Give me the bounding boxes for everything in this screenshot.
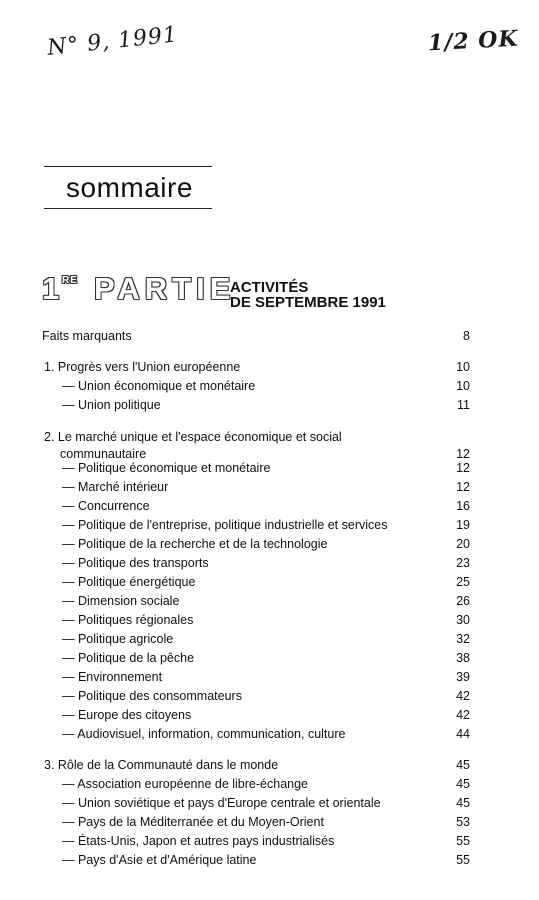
toc-entry-title: — Politique économique et monétaire [62,461,271,475]
toc-entry-title: — Politique énergétique [62,575,196,589]
page-title: sommaire [66,172,193,203]
toc-entry-title: — Concurrence [62,499,150,513]
toc-entry [42,688,470,705]
part-subtitle [230,280,386,310]
toc-entry [42,555,470,572]
toc-entry-page: 19 [456,518,470,532]
toc-entry-page: 12 [456,447,470,461]
toc-entry [42,795,470,812]
toc-entry-page: 8 [463,329,470,343]
toc-entry [42,833,470,850]
toc-entry [42,707,470,724]
toc-entry-page: 38 [456,651,470,665]
part-number-suffix: RE [62,275,78,286]
toc-entry-page: 25 [456,575,470,589]
toc-entry [42,612,470,629]
toc-entry-page: 53 [456,815,470,829]
toc-entry-title: Faits marquants [42,329,132,343]
toc-entry [42,397,470,414]
toc-entry-title: — Politique des transports [62,556,209,570]
toc-entry [42,460,470,477]
toc-entry-title: — Union politique [62,398,161,412]
heading-rule-bottom [44,208,212,209]
toc-entry-title: — Union économique et monétaire [62,379,256,393]
toc-entry-page: 55 [456,853,470,867]
toc-entry-page: 45 [456,777,470,791]
toc-entry [42,574,470,591]
toc-entry-title: 2. Le marché unique et l'espace économique et social communautaire [44,430,342,461]
toc-entry-page: 12 [456,461,470,475]
toc-entry-page: 45 [456,758,470,772]
toc-entry-page: 16 [456,499,470,513]
toc-entry-page: 42 [456,689,470,703]
handwritten-page-note: 1/2 OK [427,25,520,57]
toc-entry-page: 20 [456,537,470,551]
toc-entry [42,328,470,345]
handwritten-issue-note: N° 9, 1991 [46,22,180,61]
toc-entry-page: 32 [456,632,470,646]
toc-entry [42,359,470,376]
part-word: PARTIE [94,271,236,306]
toc-entry [42,726,470,743]
toc-entry-page: 44 [456,727,470,741]
toc-entry [42,852,470,869]
toc-entry-page: 45 [456,796,470,810]
toc-entry [42,814,470,831]
toc-entry [42,650,470,667]
part-subtitle-line1: ACTIVITÉS [230,279,309,296]
toc-entry-page: 10 [456,379,470,393]
toc-entry-title: — Pays d'Asie et d'Amérique latine [62,853,257,867]
toc-entry-page: 11 [457,398,470,412]
toc-entry-title: 1. Progrès vers l'Union européenne [44,360,241,374]
toc-entry-title: — Europe des citoyens [62,708,192,722]
toc-entry [42,536,470,553]
toc-entry-page: 23 [456,556,470,570]
part-subtitle-line2: DE SEPTEMBRE 1991 [230,294,386,311]
toc-entry-title: — Politiques régionales [62,613,194,627]
toc-entry [42,479,470,496]
toc-entry-page: 30 [456,613,470,627]
toc-entry [42,593,470,610]
toc-entry [42,429,470,463]
toc-entry-title: — Dimension sociale [62,594,180,608]
part-number: 1 [42,271,60,306]
toc-entry-page: 26 [456,594,470,608]
toc-entry [42,498,470,515]
toc-entry-page: 10 [456,360,470,374]
toc-entry-title: — Union soviétique et pays d'Europe centrale et orientale [62,796,381,810]
toc-entry [42,757,470,774]
toc-entry-title: — Politique des consommateurs [62,689,242,703]
toc-entry-title: — Audiovisuel, information, communication, culture [62,727,346,741]
toc-entry-page: 39 [456,670,470,684]
toc-entry [42,669,470,686]
toc-entry-page: 42 [456,708,470,722]
toc-entry-title: — Association européenne de libre-échange [62,777,309,791]
toc-entry-title: — Pays de la Méditerranée et du Moyen-Orient [62,815,324,829]
toc-entry-title: — Politique de la recherche et de la technologie [62,537,328,551]
toc-entry-title: — États-Unis, Japon et autres pays industrialisés [62,834,335,848]
toc-entry-title: 3. Rôle de la Communauté dans le monde [44,758,279,772]
toc-entry-page: 12 [456,480,470,494]
toc-entry-title: — Politique de la pêche [62,651,195,665]
toc-entry [42,517,470,534]
toc-entry-title: — Politique agricole [62,632,174,646]
heading-rule-top [44,166,212,167]
toc-entry [42,631,470,648]
toc-entry [42,776,470,793]
toc-entry-title: — Marché intérieur [62,480,169,494]
toc-entry-title: — Environnement [62,670,163,684]
toc-entry [42,378,470,395]
toc-entry-page: 55 [456,834,470,848]
toc-entry-title: — Politique de l'entreprise, politique industrielle et services [62,518,388,532]
